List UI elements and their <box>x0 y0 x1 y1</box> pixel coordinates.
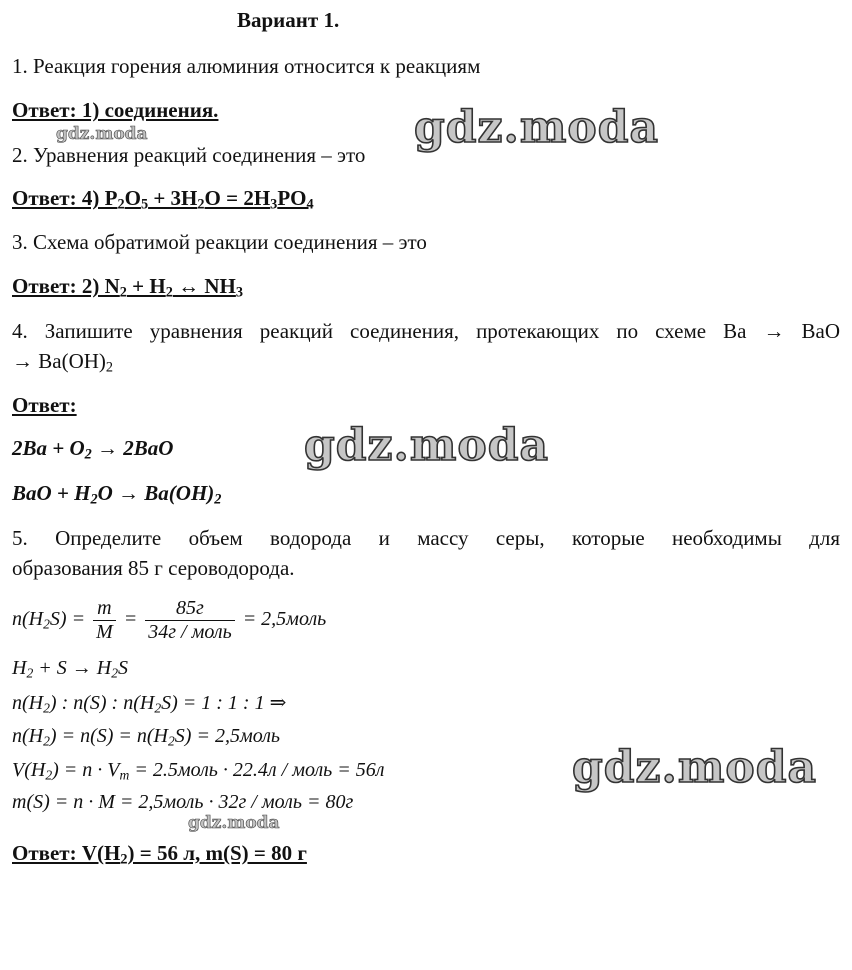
formula-1: $n(H_2S)$ = $\frac{m}{M}$ = $\frac{85г}{\text{34г / моль}}$ = 2,5моль <box>12 597 327 643</box>
question-5-line-1: 5. Определите объем водорода и массу серы, которые необходимы для <box>12 526 840 550</box>
question-5-line-2: образования 85 г сероводорода. <box>12 556 295 580</box>
watermark-text: gdz.moda <box>188 813 280 833</box>
formula-4: $n(H_2) = n(S) = n(H_2S)$ = 2,5моль <box>12 725 281 749</box>
watermark-logo: gdz.moda <box>572 742 818 793</box>
page-title: Вариант 1. <box>237 8 340 32</box>
fraction-mass-over-molar: $\frac{85г}{\text{34г / моль}}$ <box>145 597 234 644</box>
formula-5: $V(H_2) = n \cdot V_m$ = 2.5моль · 22.4л / моль = 56л <box>12 759 385 783</box>
question-1: 1. Реакция горения алюминия относится к реакциям <box>12 54 481 78</box>
answer-4-equation-2: BaO + $H_2O \to Ba(OH)_2$ <box>12 481 222 508</box>
question-4-line-2: → $Ba(OH)_2$ <box>12 349 114 376</box>
answer-1: Ответ: 1) соединения. <box>12 98 219 122</box>
question-3: 3. Схема обратимой реакции соединения – это <box>12 230 427 254</box>
fraction-m-over-M: $\frac{m}{M}$ <box>93 597 116 644</box>
watermark-logo: gdz.moda <box>414 102 660 153</box>
question-2: 2. Уравнения реакций соединения – это <box>12 143 366 167</box>
formula-6: m(S) = n · M = 2,5моль · 32г / моль = 80г <box>12 791 354 813</box>
formula-3: $n(H_2)$ : n(S) : $n(H_2S) = 1$ : 1 : 1 ⇒ <box>12 692 287 716</box>
answer-3: Ответ: 2) $N_2 + H_2$ ↔ $NH_3$ <box>12 274 244 301</box>
watermark-text: gdz.moda <box>56 124 148 144</box>
answer-5: Ответ: $V(H_2) = 56$ л, m(S) = 80 г <box>12 841 307 868</box>
answer-4-label: Ответ: <box>12 393 77 417</box>
watermark-logo: gdz.moda <box>304 420 550 471</box>
formula-2: $H_2 + S \to H_2S$ <box>12 657 128 681</box>
answer-2: Ответ: 4) $P_2O_5 + 3H_2O = 2H_3PO_4$ <box>12 186 314 213</box>
answer-4-equation-1: $2Ba + O_2 \to 2BaO$ <box>12 436 174 463</box>
question-4-line-1: 4. Запишите уравнения реакций соединения, протекающих по схеме Ba → BaO <box>12 319 840 343</box>
